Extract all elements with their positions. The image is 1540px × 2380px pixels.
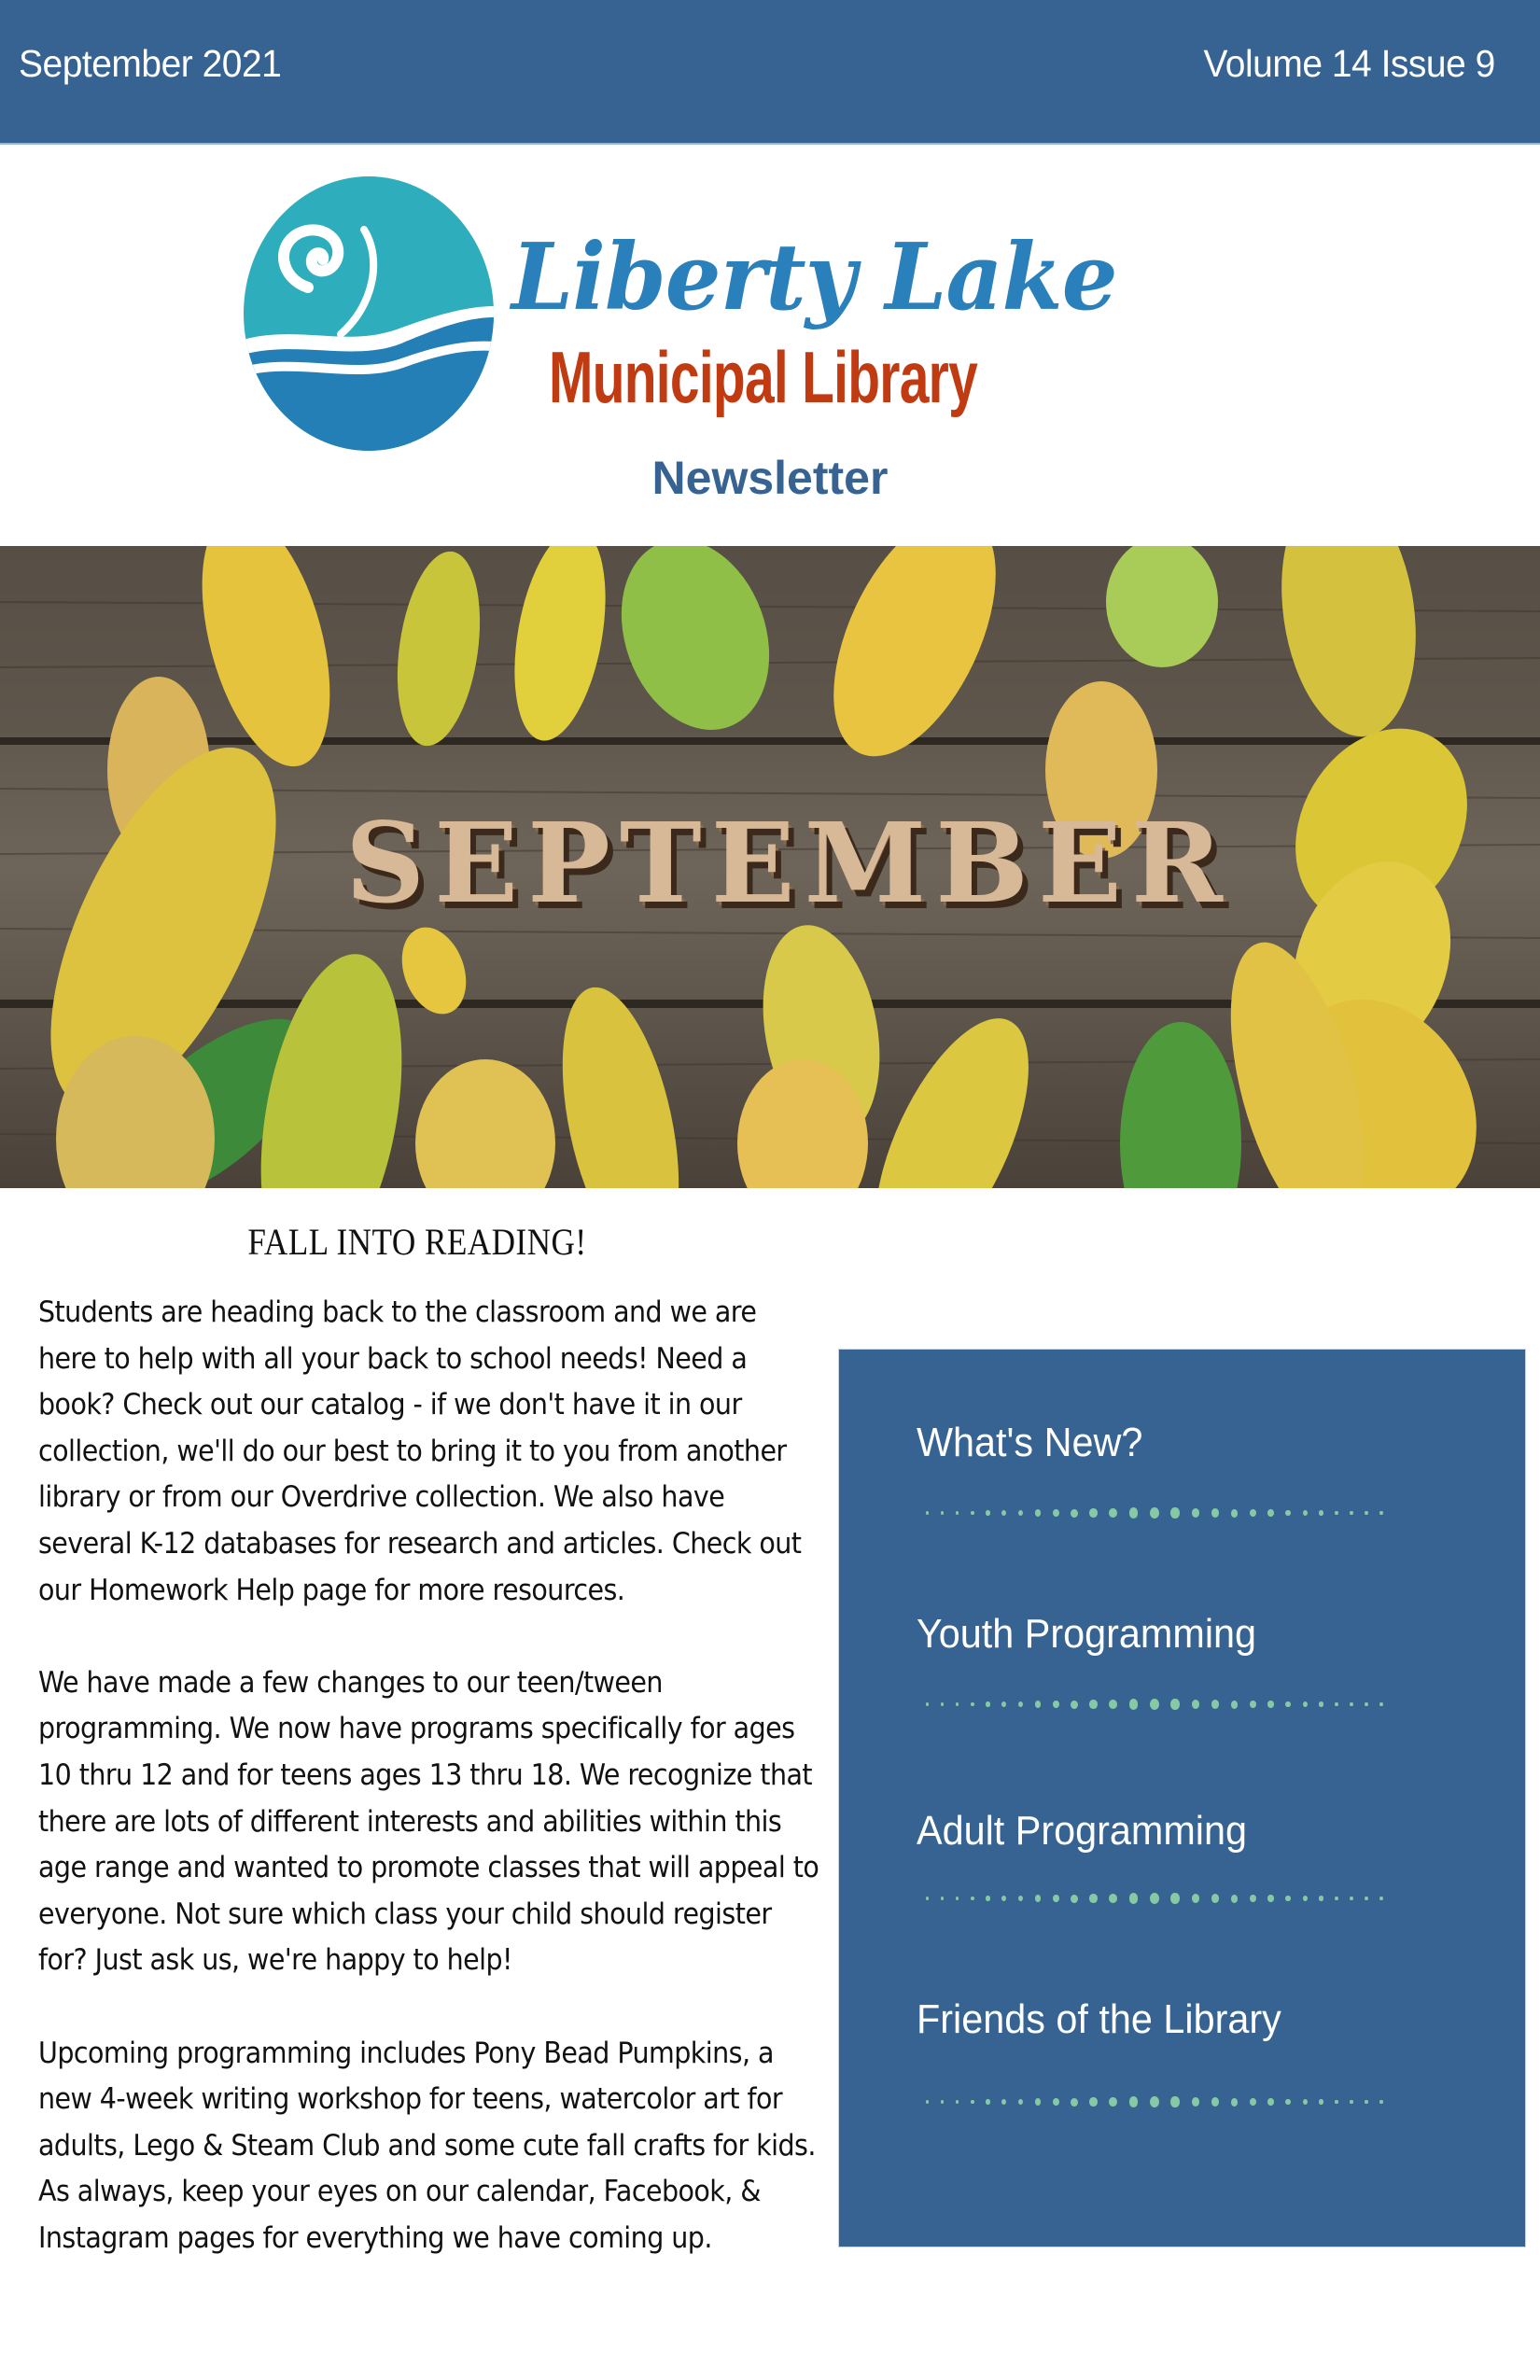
wave-circle-logo-icon — [243, 175, 495, 452]
article-title: FALL INTO READING! — [247, 1221, 587, 1263]
divider-dot — [1267, 1701, 1273, 1708]
divider-dot — [1035, 1701, 1041, 1708]
divider-dot — [1335, 1702, 1338, 1707]
divider-dot — [1365, 1702, 1367, 1706]
divider-dot — [1303, 2099, 1308, 2105]
brand-subtitle: Municipal Library — [549, 336, 978, 418]
divider-dot — [1018, 1510, 1024, 1517]
divider-dot — [1303, 1701, 1308, 1707]
divider-dot — [1365, 1897, 1367, 1900]
dot-divider — [926, 2093, 1383, 2111]
divider-dot — [941, 2100, 944, 2104]
divider-dot — [1129, 1507, 1139, 1518]
divider-dot — [1350, 1897, 1352, 1900]
divider-dot — [1303, 1896, 1308, 1901]
article-paragraph-2: We have made a few changes to our teen/tween programming. We now have programs specifically for ages 10 thru 12 and for teens ages 13 thru 18. We recognize that there are lots of different interests and abilities within this age range and wanted to promote classes that will appeal to everyone. Not sure which class your child should register for? Just ask us, we're happy to help! — [38, 1665, 819, 1978]
divider-dot — [1335, 1511, 1338, 1516]
divider-dot — [1379, 1702, 1382, 1706]
divider-dot — [1285, 1510, 1291, 1517]
divider-dot — [1089, 2097, 1097, 2107]
divider-dot — [1319, 1510, 1323, 1515]
divider-dot — [1285, 1701, 1291, 1708]
divider-dot — [1109, 1508, 1117, 1519]
divider-dot — [1018, 1896, 1024, 1902]
divider-dot — [1150, 2096, 1159, 2107]
divider-dot — [1053, 1509, 1059, 1517]
divider-dot — [1035, 1895, 1041, 1902]
divider-dot — [971, 2100, 974, 2105]
divider-dot — [986, 1510, 989, 1515]
divider-dot — [1231, 1509, 1239, 1518]
divider-dot — [1035, 1509, 1041, 1517]
divider-dot — [1071, 1701, 1078, 1709]
nav-adult-programming[interactable]: Adult Programming — [917, 1808, 1248, 1854]
publication-label-text: Newsletter — [651, 452, 889, 504]
september-banner-image — [0, 546, 1540, 1188]
divider-dot — [1250, 1701, 1256, 1708]
divider-dot — [1071, 1509, 1078, 1518]
divider-dot — [1365, 2100, 1367, 2104]
divider-dot — [1089, 1700, 1097, 1709]
divider-dot — [1192, 1894, 1200, 1904]
divider-dot — [1379, 1511, 1382, 1515]
divider-dot — [1018, 2099, 1024, 2106]
divider-dot — [1379, 2100, 1382, 2104]
divider-dot — [926, 1702, 929, 1706]
divider-dot — [1211, 1894, 1219, 1903]
divider-dot — [956, 1511, 959, 1515]
divider-dot — [971, 1702, 974, 1707]
divider-dot — [1379, 1897, 1382, 1900]
divider-dot — [1231, 1895, 1239, 1903]
divider-dot — [956, 2100, 959, 2104]
divider-dot — [1129, 1699, 1139, 1709]
divider-dot — [1053, 2098, 1059, 2106]
divider-dot — [1250, 2098, 1256, 2106]
divider-dot — [1089, 1508, 1097, 1518]
divider-dot — [1350, 2100, 1352, 2104]
divider-dot — [1192, 1700, 1200, 1710]
divider-dot — [1170, 1699, 1180, 1709]
issue-date: September 2021 — [19, 42, 282, 85]
divider-dot — [1109, 1894, 1117, 1904]
divider-dot — [1150, 1507, 1159, 1519]
dot-divider — [926, 1504, 1383, 1522]
divider-dot — [941, 1511, 944, 1515]
section-nav-panel — [839, 1350, 1525, 2247]
divider-dot — [986, 1896, 989, 1900]
divider-dot — [1071, 1895, 1078, 1903]
divider-dot — [1170, 1893, 1180, 1903]
publication-label — [0, 448, 1540, 508]
divider-dot — [1211, 2097, 1219, 2107]
divider-dot — [1267, 2098, 1273, 2106]
divider-dot — [1350, 1702, 1352, 1706]
divider-dot — [1192, 2097, 1200, 2107]
article-paragraph-1: Students are heading back to the classroom and we are here to help with all your back to school needs! Need a book? Check out our catalog - if we don't have it in our collection, we'll do our best to bring it to you from another library or from our Overdrive collection. We also have several K-12 databases for research and articles. Check out our Homework Help page for more resources. — [38, 1295, 802, 1607]
divider-dot — [1129, 1893, 1139, 1903]
divider-dot — [941, 1897, 944, 1900]
brand-name: Liberty Lake — [511, 224, 1117, 331]
divider-dot — [1001, 1896, 1006, 1901]
divider-dot — [1071, 2098, 1078, 2107]
divider-dot — [1285, 1896, 1291, 1902]
divider-dot — [926, 2100, 929, 2104]
divider-dot — [1211, 1508, 1219, 1518]
nav-friends-of-the-library[interactable]: Friends of the Library — [917, 1996, 1281, 2042]
dot-divider — [926, 1889, 1383, 1908]
divider-dot — [1170, 1507, 1180, 1518]
divider-dot — [1129, 2096, 1139, 2107]
divider-dot — [1150, 1893, 1159, 1904]
nav-youth-programming[interactable]: Youth Programming — [917, 1611, 1257, 1657]
nav-whats-new[interactable]: What's New? — [917, 1420, 1143, 1465]
divider-dot — [1303, 1510, 1308, 1516]
divider-dot — [1035, 2098, 1041, 2106]
divider-dot — [956, 1897, 959, 1900]
divider-dot — [1001, 1510, 1006, 1516]
divider-dot — [1001, 1701, 1006, 1707]
divider-dot — [1231, 1701, 1239, 1709]
article-paragraph-3: Upcoming programming includes Pony Bead Pumpkins, a new 4-week writing workshop for teens, watercolor art for adults, Lego & Steam Club and some cute fall crafts for kids. As always, keep your eyes on our calendar, Facebook, & Instagram pages for everything we have coming up. — [38, 2036, 816, 2255]
divider-dot — [1365, 1511, 1367, 1515]
dot-divider — [926, 1695, 1383, 1714]
divider-dot — [1319, 1896, 1323, 1900]
divider-dot — [941, 1702, 944, 1706]
banner-title: SEPTEMBER — [345, 798, 1232, 928]
divider-dot — [1109, 2097, 1117, 2107]
divider-dot — [1109, 1700, 1117, 1710]
divider-dot — [1335, 1897, 1338, 1901]
divider-dot — [1150, 1699, 1159, 1710]
divider-dot — [1192, 1508, 1200, 1519]
divider-dot — [1350, 1511, 1352, 1515]
divider-dot — [1285, 2099, 1291, 2106]
divider-dot — [1250, 1509, 1256, 1517]
header-bar — [0, 0, 1540, 145]
divider-dot — [926, 1897, 929, 1900]
divider-dot — [956, 1702, 959, 1706]
divider-dot — [1170, 2096, 1180, 2107]
divider-dot — [1319, 2099, 1323, 2104]
divider-dot — [971, 1897, 974, 1901]
divider-dot — [1211, 1700, 1219, 1709]
divider-dot — [1001, 2099, 1006, 2105]
divider-dot — [1231, 2098, 1239, 2107]
divider-dot — [1267, 1895, 1273, 1902]
article-body — [38, 1290, 822, 2308]
divider-dot — [986, 2099, 989, 2104]
divider-dot — [1250, 1895, 1256, 1902]
divider-dot — [1319, 1701, 1323, 1706]
divider-dot — [1335, 2100, 1338, 2105]
divider-dot — [1018, 1701, 1024, 1708]
divider-dot — [1089, 1894, 1097, 1903]
issue-volume: Volume 14 Issue 9 — [1203, 42, 1495, 85]
divider-dot — [1053, 1701, 1059, 1708]
divider-dot — [1053, 1895, 1059, 1902]
divider-dot — [1267, 1509, 1273, 1517]
divider-dot — [926, 1511, 929, 1515]
divider-dot — [971, 1511, 974, 1516]
divider-dot — [986, 1701, 989, 1706]
